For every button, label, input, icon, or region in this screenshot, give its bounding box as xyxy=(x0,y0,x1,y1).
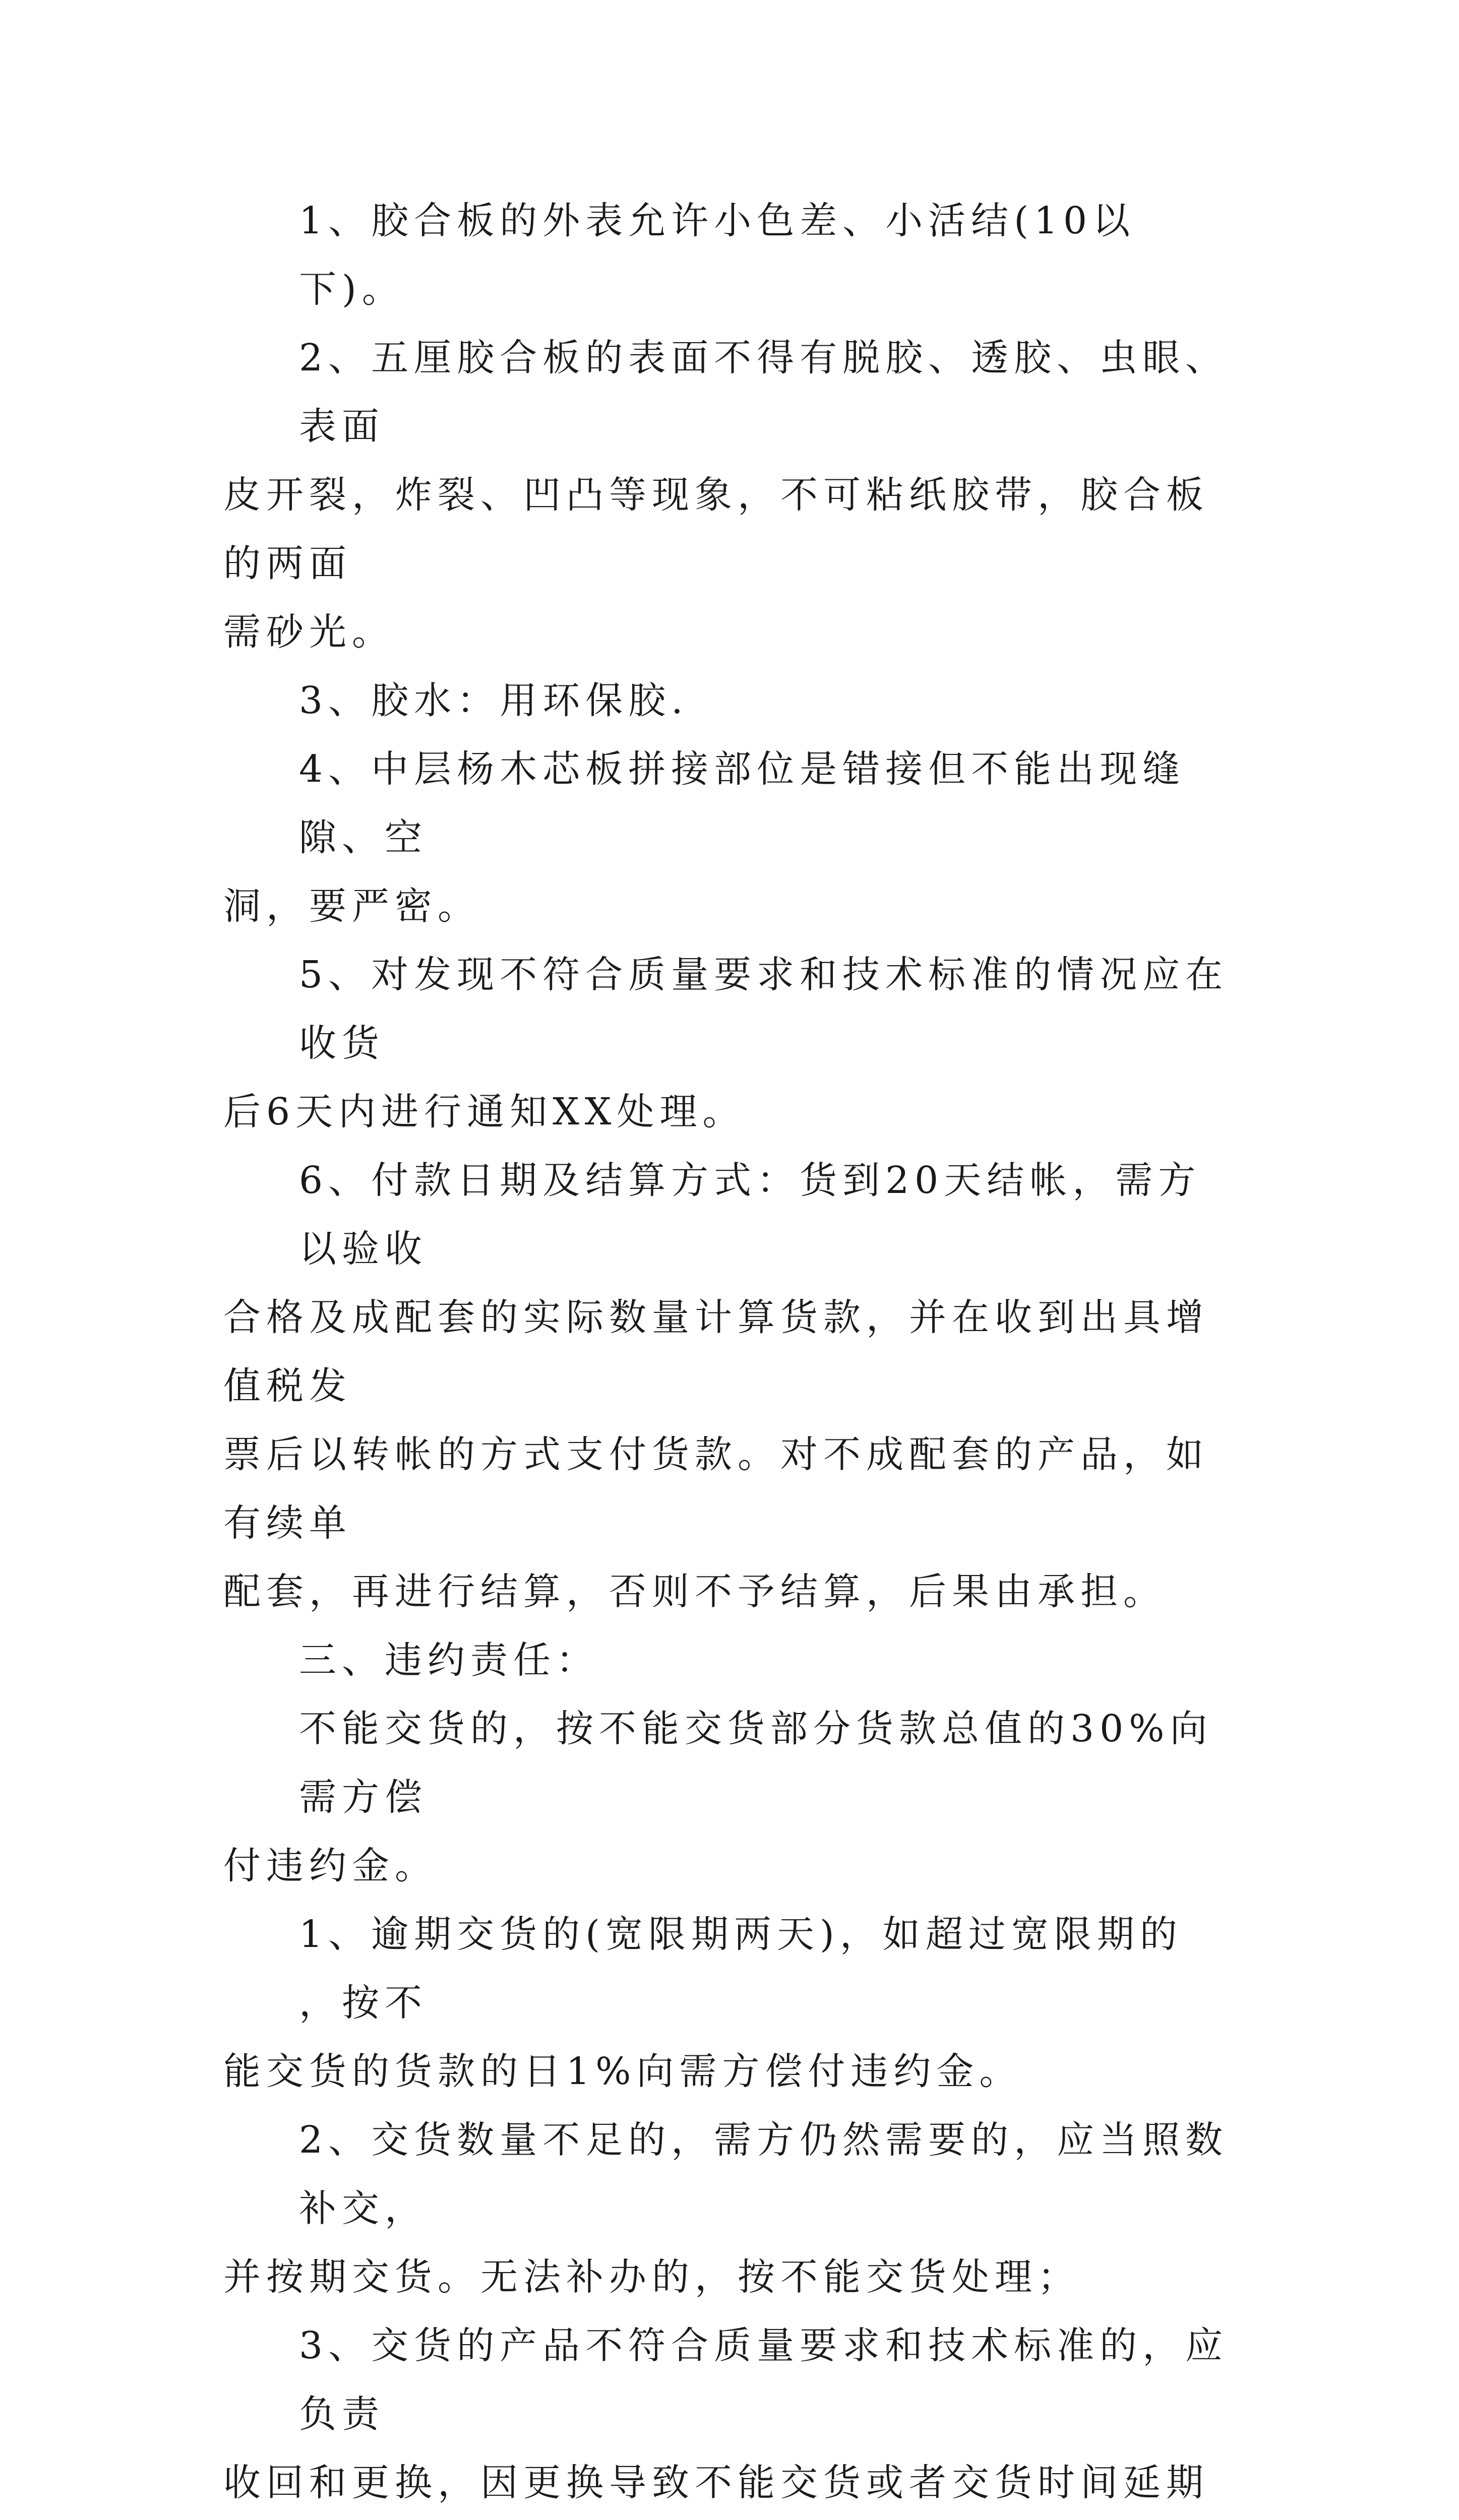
text-line: 6、付款日期及结算方式：货到20天结帐，需方以验收 xyxy=(299,1159,1201,1271)
text-line: 合格及成配套的实际数量计算货款，并在收到出具增值税发 xyxy=(223,1296,1209,1408)
text-line: 5、对发现不符合质量要求和技术标准的情况应在收货 xyxy=(299,953,1229,1065)
text-line: 2、交货数量不足的，需方仍然需要的，应当照数补交， xyxy=(299,2118,1229,2230)
text-line: 3、交货的产品不符合质量要求和技术标准的，应负责 xyxy=(299,2324,1229,2436)
text-line: 并按期交货。无法补办的，按不能交货处理； xyxy=(223,2255,1080,2299)
text-line: 不能交货的，按不能交货部分货款总值的30%向需方偿 xyxy=(299,1707,1213,1819)
text-line: 收回和更换，因更换导致不能交货或者交货时间延期 xyxy=(223,2461,1209,2504)
text-line: 配套，再进行结算，否则不予结算，后果由承担。 xyxy=(223,1570,1166,1613)
section-heading-liability xyxy=(223,1626,1237,1694)
text-line: 后6天内进行通知XX处理。 xyxy=(223,1090,746,1133)
text-line: 皮开裂，炸裂、凹凸等现象，不可粘纸胶带，胶合板的两面 xyxy=(223,473,1209,585)
text-line: 3、胶水：用环保胶. xyxy=(299,679,689,722)
liability-3-nonconforming xyxy=(223,2311,1237,2520)
text-line: 1、胶合板的外表允许小色差、小活结(10以下)。 xyxy=(299,199,1136,311)
text-line: 4、中层杨木芯板拼接部位是错接但不能出现缝隙、空 xyxy=(299,747,1186,859)
clause-2-surface xyxy=(223,324,1237,666)
text-line: 付违约金。 xyxy=(223,1844,438,1887)
liability-1-late-delivery xyxy=(223,1900,1237,2106)
clause-3-glue xyxy=(223,666,1237,735)
document-body xyxy=(223,186,1237,2520)
text-line: 1、逾期交货的(宽限期两天)，如超过宽限期的 ，按不 xyxy=(299,1913,1183,2025)
clause-6-payment xyxy=(223,1146,1237,1626)
text-line: 能交货的货款的日1%向需方偿付违约金。 xyxy=(223,2050,1022,2093)
liability-intro xyxy=(223,1694,1237,1900)
text-line: 洞，要严密。 xyxy=(223,885,480,928)
text-line: 票后以转帐的方式支付货款。对不成配套的产品，如有续单 xyxy=(223,1433,1209,1545)
text-line: 三、违约责任： xyxy=(299,1639,599,1682)
clause-5-notification xyxy=(223,940,1237,1146)
liability-2-short-quantity xyxy=(223,2106,1237,2311)
text-line: 2、五厘胶合板的表面不得有脱胶、透胶、虫眼、表面 xyxy=(299,336,1229,448)
clause-4-core-board xyxy=(223,735,1237,940)
clause-1-appearance xyxy=(223,186,1237,324)
text-line: 需砂光。 xyxy=(223,610,395,654)
